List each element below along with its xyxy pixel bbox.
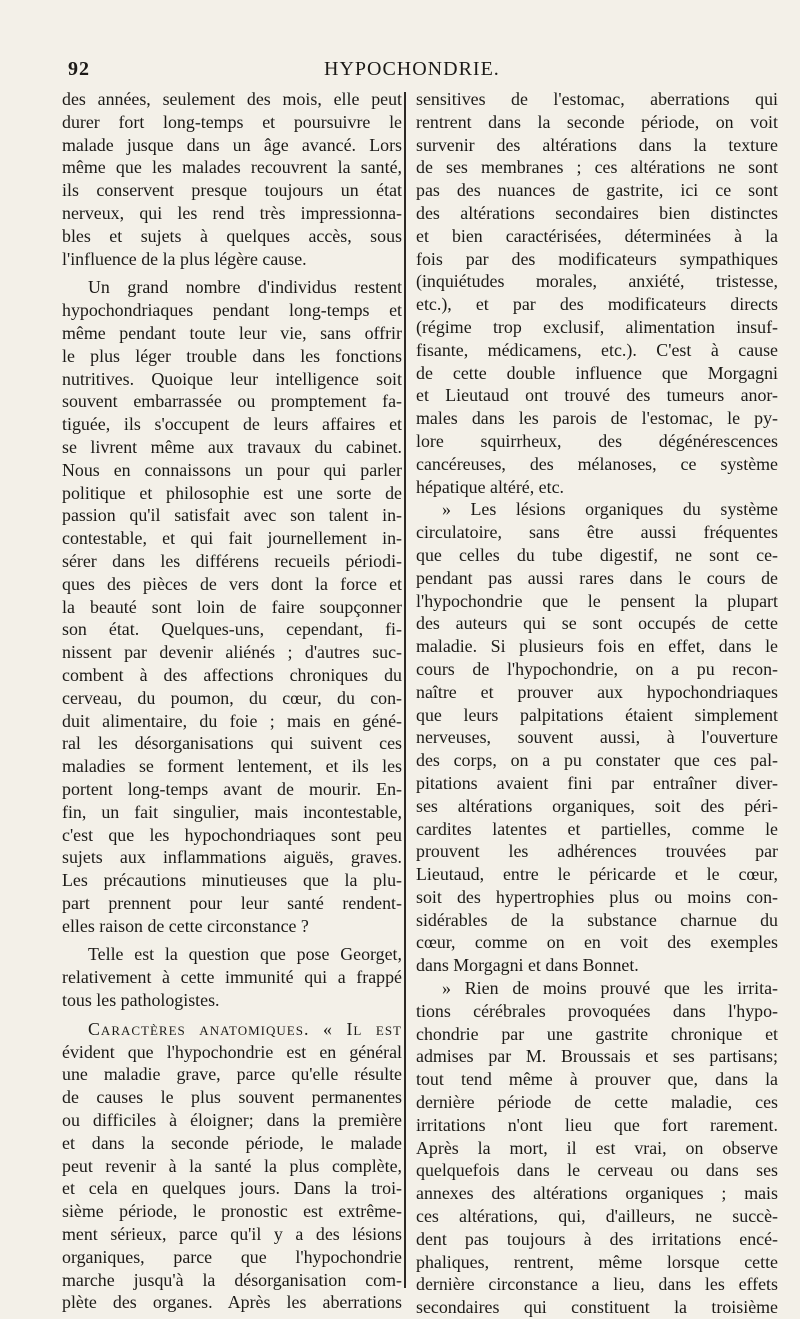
text-line: cours de l'hypochondrie, on a pu recon-: [416, 658, 778, 679]
text-line: combent à des affections chroniques du: [62, 664, 402, 685]
text-line: elles raison de cette circonstance ?: [62, 915, 309, 936]
text-line: portent long-temps avant de mourir. En-: [62, 778, 402, 799]
text-line: contestable, et qui fait journellement in-: [62, 528, 402, 549]
text-line: quelquefois dans le cerveau ou dans ses: [416, 1160, 778, 1181]
running-title: HYPOCHONDRIE.: [324, 58, 500, 80]
text-line: nerveux, qui les rend très impressionna-: [62, 202, 402, 223]
text-line: sérer dans les différens recueils périodi-: [62, 550, 402, 571]
text-line: naître et prouver aux hypochondriaques: [416, 681, 778, 702]
text-line: males dans les parois de l'estomac, le py-: [416, 408, 778, 429]
text-line: des corps, on a pu constater que ces pal-: [416, 750, 778, 771]
text-line: une maladie grave, parce qu'elle résulte: [62, 1064, 402, 1085]
text-line: hypochondriaques pendant long-temps et: [62, 300, 402, 321]
text-line: et Lieutaud ont trouvé des tumeurs anor-: [416, 385, 778, 406]
text-line: ou difficiles à éloigner; dans la première: [62, 1110, 402, 1131]
text-line: la beauté sont loin de faire soupçonner: [62, 596, 402, 617]
text-line: » Rien de moins prouvé que les irrita-: [442, 978, 778, 999]
column-divider: [404, 92, 406, 1288]
text-line: de ses membranes ; ces altérations ne sont: [416, 157, 778, 178]
text-line: irritations n'ont lieu que fort rarement.: [416, 1114, 778, 1135]
text-line: tions cérébrales provoquées dans l'hypo-: [416, 1000, 778, 1021]
text-line: Telle est la question que pose Georget,: [88, 944, 402, 965]
text-line: bles et sujets à quelques accès, sous: [62, 225, 402, 246]
text-line: (inquiétudes morales, anxiété, tristesse,: [416, 271, 778, 292]
text-line: dent pas toujours à des irritations encé-: [416, 1228, 778, 1249]
text-line: pendant pas aussi rares dans le cours de: [416, 567, 778, 588]
text-line: des auteurs qui se sont occupés de cette: [416, 613, 778, 634]
page-header: [62, 58, 790, 88]
text-line: et bien caractérisées, déterminées à la: [416, 225, 778, 246]
text-line: » Les lésions organiques du système: [442, 499, 778, 520]
text-line: c'est que les hypochondriaques sont peu: [62, 824, 402, 845]
right-column: [416, 88, 778, 1319]
text-line: passion qu'il satisfait avec son talent in-: [62, 505, 402, 526]
text-line: de cette double influence que Morgagni: [416, 362, 778, 383]
text-line: marche jusqu'à la désorganisation com-: [62, 1269, 402, 1290]
text-line: fois par des modificateurs sympathiques: [416, 248, 778, 269]
text-line: Nous en connaissons un pour qui parler: [62, 459, 402, 480]
text-line: cancéreuses, des mélanoses, ce système: [416, 453, 778, 474]
text-line: ral les désorganisations qui suivent ces: [62, 733, 402, 754]
text-line: malade jusque dans un âge avancé. Lors: [62, 134, 402, 155]
text-line: ment sérieux, parce qu'il y a des lésions: [62, 1224, 402, 1245]
text-line: maladies se forment lentement, et ils les: [62, 756, 402, 777]
text-line: survenir des altérations dans la texture: [416, 134, 778, 155]
text-line: plète des organes. Après les aberrations: [62, 1292, 402, 1313]
text-line: tous les pathologistes.: [62, 990, 220, 1011]
text-line: son état. Quelques-uns, cependant, fi-: [62, 619, 402, 640]
text-line: que celles du tube digestif, ne sont ce-: [416, 544, 778, 565]
text-line: ces altérations, qui, d'ailleurs, ne succè-: [416, 1206, 778, 1227]
text-line: nerveuses, souvent aussi, à l'ouverture: [416, 727, 778, 748]
text-line: pas des nuances de gastrite, ici ce sont: [416, 180, 778, 201]
text-line: l'influence de la plus légère cause.: [62, 248, 307, 269]
text-line: dernière circonstance a lieu, dans les effets: [416, 1274, 778, 1295]
text-line: secondaires qui constituent la troisième: [416, 1297, 778, 1318]
left-column: [62, 88, 402, 1314]
text-line: sujets aux inflammations aiguës, graves.: [62, 847, 402, 868]
text-line: l'hypochondrie que le pensent la plupart: [416, 590, 778, 611]
text-line: politique et philosophie est une sorte de: [62, 482, 402, 503]
text-line: Les précautions minutieuses que la plu-: [62, 870, 402, 891]
text-line: tout tend même à prouver que, dans la: [416, 1069, 778, 1090]
text-line: durer fort long-temps et poursuivre le: [62, 111, 402, 132]
text-line: prouvent les adhérences trouvées par: [416, 841, 778, 862]
text-line: Un grand nombre d'individus restent: [88, 277, 402, 298]
text-line: circulatoire, sans être aussi fréquentes: [416, 522, 778, 543]
text-line: nutritives. Quoique leur intelligence soit: [62, 368, 402, 389]
text-line: des années, seulement des mois, elle peut: [62, 89, 402, 109]
text-line: tiguée, ils s'occupent de leurs affaires et: [62, 414, 402, 435]
text-line: Lieutaud, entre le péricarde et le cœur,: [416, 864, 778, 885]
text-line: annexes des altérations organiques ; mais: [416, 1183, 778, 1204]
text-line: que leurs palpitations étaient simplement: [416, 704, 778, 725]
text-line: Caractères anatomiques. « Il est: [88, 1018, 402, 1039]
text-line: fisante, médicamens, etc.). C'est à cause: [416, 339, 778, 360]
text-line: peut revenir à la santé la plus complète,: [62, 1155, 402, 1176]
text-line: (régime trop exclusif, alimentation insuf-: [416, 316, 778, 337]
text-line: cardites latentes et partielles, comme le: [416, 818, 778, 839]
text-line: de causes le plus souvent permanentes: [62, 1087, 402, 1108]
text-line: cerveau, du poumon, du cœur, du con-: [62, 687, 402, 708]
text-line: pitations avaient fini par entraîner diver-: [416, 772, 778, 793]
text-line: organiques, parce que l'hypochondrie: [62, 1246, 402, 1267]
text-line: admises par M. Broussais et ses partisans;: [416, 1046, 778, 1067]
text-line: souvent embarrassée ou promptement fa-: [62, 391, 402, 412]
text-line: sième période, le pronostic est extrême-: [62, 1201, 402, 1222]
text-line: fin, un fait singulier, mais incontestable,: [62, 801, 402, 822]
text-line: part prennent pour leur santé rendent-: [62, 892, 402, 913]
text-line: se livrent même aux travaux du cabinet.: [62, 436, 402, 457]
text-line: et dans la seconde période, le malade: [62, 1132, 402, 1153]
text-line: sidérables de la substance charnue du: [416, 909, 778, 930]
text-line: Après la mort, il est vrai, on observe: [416, 1137, 778, 1158]
text-line: ses altérations organiques, soit des péri-: [416, 795, 778, 816]
text-line: duit alimentaire, du foie ; mais en géné-: [62, 710, 402, 731]
text-line: maladie. Si plusieurs fois en effet, dans le: [416, 636, 778, 657]
text-line: même que les malades recouvrent la santé,: [62, 157, 402, 178]
text-line: et cela en quelques jours. Dans la troi-: [62, 1178, 402, 1199]
text-line: etc.), et par des modificateurs directs: [416, 294, 778, 315]
text-line: même pendant toute leur vie, sans offrir: [62, 322, 402, 343]
text-line: nissent par devenir aliénés ; d'autres suc-: [62, 642, 402, 663]
text-line: chondrie par une gastrite chronique et: [416, 1023, 778, 1044]
text-line: le plus léger trouble dans les fonctions: [62, 345, 402, 366]
text-line: hépatique altéré, etc.: [416, 476, 565, 497]
text-line: soit des hypertrophies plus ou moins con-: [416, 886, 778, 907]
text-line: relativement à cette immunité qui a frappé: [62, 967, 402, 988]
text-line: évident que l'hypochondrie est en général: [62, 1041, 402, 1062]
text-line: lore squirrheux, des dégénérescences: [416, 430, 778, 451]
text-line: dans Morgagni et dans Bonnet.: [416, 955, 639, 976]
text-line: phaliques, rentrent, même lorsque cette: [416, 1251, 778, 1272]
text-line: cœur, comme on en voit des exemples: [416, 932, 778, 953]
text-line: des altérations secondaires bien distinctes: [416, 202, 778, 223]
text-line: dernière période de cette maladie, ces: [416, 1092, 778, 1113]
text-line: rentrent dans la seconde période, on voit: [416, 111, 778, 132]
text-line: ques des pièces de vers dont la force et: [62, 573, 402, 594]
text-line: ils conservent presque toujours un état: [62, 180, 402, 201]
text-line: sensitives de l'estomac, aberrations qui: [416, 89, 778, 109]
page-number: 92: [68, 58, 90, 80]
